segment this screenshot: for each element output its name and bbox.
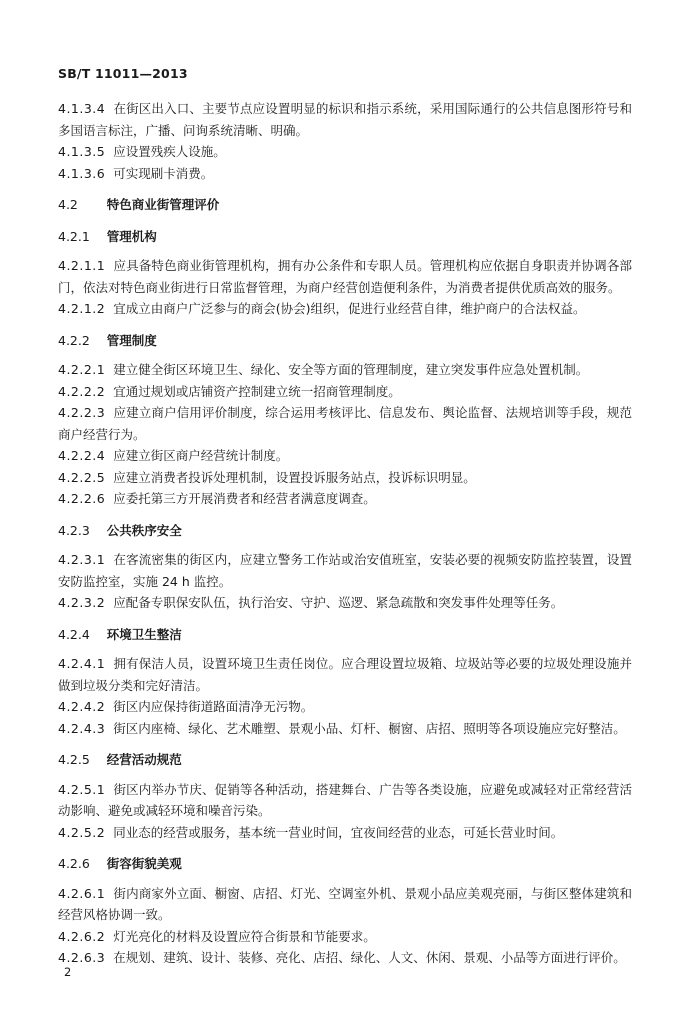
clause-text: 拥有保洁人员，设置环境卫生责任岗位。应合理设置垃圾箱、垃圾站等必要的垃圾处理设施并做到垃圾分类和完好清洁。 [58, 656, 632, 693]
spacer [105, 166, 113, 181]
clause-text: 应配备专职保安队伍，执行治安、守护、巡逻、紧急疏散和突发事件处理等任务。 [113, 595, 564, 610]
section-heading [58, 624, 632, 646]
section-title: 管理制度 [106, 332, 157, 348]
clause-number: 4.2.1.2 [58, 301, 106, 316]
clause-paragraph [58, 883, 632, 926]
spacer [98, 856, 107, 871]
clause-paragraph [58, 402, 632, 445]
clause-text: 在客流密集的街区内，应建立警务工作站或治安值班室，安装必要的视频安防监控装置，设置安防监控室，实施 24 h 监控。 [58, 552, 632, 589]
spacer [98, 752, 107, 767]
clause-text: 街内商家外立面、橱窗、店招、灯光、空调室外机、景观小品应美观亮丽，与街区整体建筑和经营风格协调一致。 [58, 885, 632, 922]
clause-paragraph [58, 445, 632, 467]
section-title: 街容街貌美观 [106, 856, 182, 871]
spacer [105, 699, 113, 714]
clause-text: 应设置残疾人设施。 [113, 144, 226, 159]
clause-paragraph [58, 926, 632, 948]
spacer [105, 470, 113, 485]
section-title: 经营活动规范 [106, 752, 182, 767]
clause-number: 4.2.3.2 [58, 595, 106, 610]
section-heading [58, 194, 632, 216]
spacer [98, 229, 107, 244]
section-heading [58, 853, 632, 875]
clause-paragraph [58, 467, 632, 489]
spacer [105, 950, 113, 965]
spacer [98, 627, 107, 642]
clause-paragraph [58, 488, 632, 510]
clause-number: 4.2.4.2 [58, 699, 106, 714]
spacer [105, 825, 113, 840]
section-heading [58, 749, 632, 771]
page-number: 2 [64, 965, 72, 979]
clause-text: 应具备特色商业街管理机构，拥有办公条件和专职人员。管理机构应依据自身职责并协调各部门，依法对特色商业街进行日常监督管理，为商户经营创造便利条件，为消费者提供优质高效的服务。 [58, 258, 632, 295]
clause-number: 4.2.2.1 [58, 362, 106, 377]
clause-text: 在街区出入口、主要节点应设置明显的标识和指示系统，采用国际通行的公共信息图形符号和多国语言标注，广播、问询系统清晰、明确。 [58, 101, 632, 138]
clause-text: 街区内座椅、绿化、艺术雕塑、景观小品、灯杆、橱窗、店招、照明等各项设施应完好整洁。 [113, 720, 626, 736]
clause-number: 4.1.3.6 [58, 165, 106, 181]
clause-text: 在规划、建筑、设计、装修、亮化、店招、绿化、人文、休闲、景观、小品等方面进行评价。 [113, 950, 626, 965]
clause-number: 4.2.2.5 [58, 469, 106, 485]
clause-text: 街区内举办节庆、促销等各种活动，搭建舞台、广告等各类设施，应避免或减轻对正常经营活动影响、避免或减轻环境和噪音污染。 [58, 781, 632, 818]
section-number: 4.2.5 [58, 752, 90, 767]
clause-number: 4.2.6.2 [58, 928, 106, 944]
spacer [105, 384, 113, 399]
clause-paragraph [58, 653, 632, 696]
clause-paragraph [58, 381, 632, 403]
clause-number: 4.1.3.5 [58, 144, 106, 159]
spacer [105, 362, 113, 377]
clause-paragraph [58, 696, 632, 718]
clause-number: 4.2.2.2 [58, 383, 106, 399]
clause-number: 4.1.3.4 [58, 101, 106, 116]
clause-number: 4.2.6.3 [58, 950, 106, 965]
clause-text: 宜成立由商户广泛参与的商会(协会)组织，促进行业经营自律，维护商户的合法权益。 [113, 301, 586, 316]
section-number: 4.2.6 [58, 856, 90, 871]
section-heading [58, 226, 632, 248]
clause-number: 4.2.4.3 [58, 720, 106, 736]
spacer [105, 595, 113, 610]
clause-number: 4.2.3.1 [58, 552, 106, 567]
clause-paragraph [58, 298, 632, 320]
spacer [98, 523, 107, 538]
spacer [105, 929, 113, 944]
section-number: 4.2.2 [58, 332, 90, 348]
clause-number: 4.2.6.1 [58, 885, 106, 901]
spacer [98, 333, 107, 348]
clause-text: 应建立商户信用评价制度，综合运用考核评比、信息发布、舆论监督、法规培训等手段，规范商户经营行为。 [58, 405, 632, 442]
clause-paragraph [58, 779, 632, 822]
clause-text: 宜通过规划或店铺资产控制建立统一招商管理制度。 [113, 383, 401, 399]
section-title: 环境卫生整洁 [106, 626, 182, 642]
clause-paragraph [58, 163, 632, 185]
clause-text: 应建立街区商户经营统计制度。 [113, 448, 289, 463]
clause-paragraph [58, 255, 632, 298]
spacer [105, 448, 113, 463]
clause-paragraph [58, 822, 632, 844]
clause-text: 应委托第三方开展消费者和经营者满意度调查。 [113, 491, 376, 506]
spacer [105, 144, 113, 159]
clause-number: 4.2.2.3 [58, 405, 106, 420]
clause-number: 4.2.5.2 [58, 824, 106, 840]
clause-paragraph [58, 98, 632, 141]
section-title: 特色商业街管理评价 [106, 197, 220, 212]
clause-text: 灯光亮化的材料及设置应符合街景和节能要求。 [113, 928, 376, 944]
clause-paragraph [58, 549, 632, 592]
spacer [105, 721, 113, 736]
clause-text: 同业态的经营或服务，基本统一营业时间，宜夜间经营的业态，可延长营业时间。 [113, 824, 564, 840]
clause-paragraph [58, 592, 632, 614]
clause-number: 4.2.2.6 [58, 491, 106, 506]
section-heading [58, 330, 632, 352]
clause-paragraph [58, 718, 632, 740]
section-title: 公共秩序安全 [106, 522, 182, 538]
section-number: 4.2.1 [58, 228, 90, 244]
clause-number: 4.2.2.4 [58, 448, 106, 463]
clause-number: 4.2.4.1 [58, 656, 106, 671]
spacer [98, 197, 107, 212]
section-title: 管理机构 [106, 228, 157, 244]
spacer [105, 301, 113, 316]
clause-paragraph [58, 141, 632, 163]
section-number: 4.2.4 [58, 626, 90, 642]
section-number: 4.2.3 [58, 522, 90, 538]
clause-text: 可实现刷卡消费。 [113, 165, 214, 181]
standard-code: SB/T 11011—2013 [58, 66, 188, 81]
section-number: 4.2 [58, 197, 78, 212]
clause-number: 4.2.5.1 [58, 781, 106, 797]
spacer [105, 491, 113, 506]
section-heading [58, 520, 632, 542]
clause-paragraph [58, 947, 632, 969]
clause-text: 街区内应保持街道路面清净无污物。 [113, 699, 314, 714]
clause-paragraph [58, 359, 632, 381]
clause-number: 4.2.1.1 [58, 258, 106, 273]
document-body [58, 98, 632, 969]
clause-text: 建立健全街区环境卫生、绿化、安全等方面的管理制度，建立突发事件应急处置机制。 [113, 362, 589, 377]
clause-text: 应建立消费者投诉处理机制，设置投诉服务站点，投诉标识明显。 [113, 469, 476, 485]
